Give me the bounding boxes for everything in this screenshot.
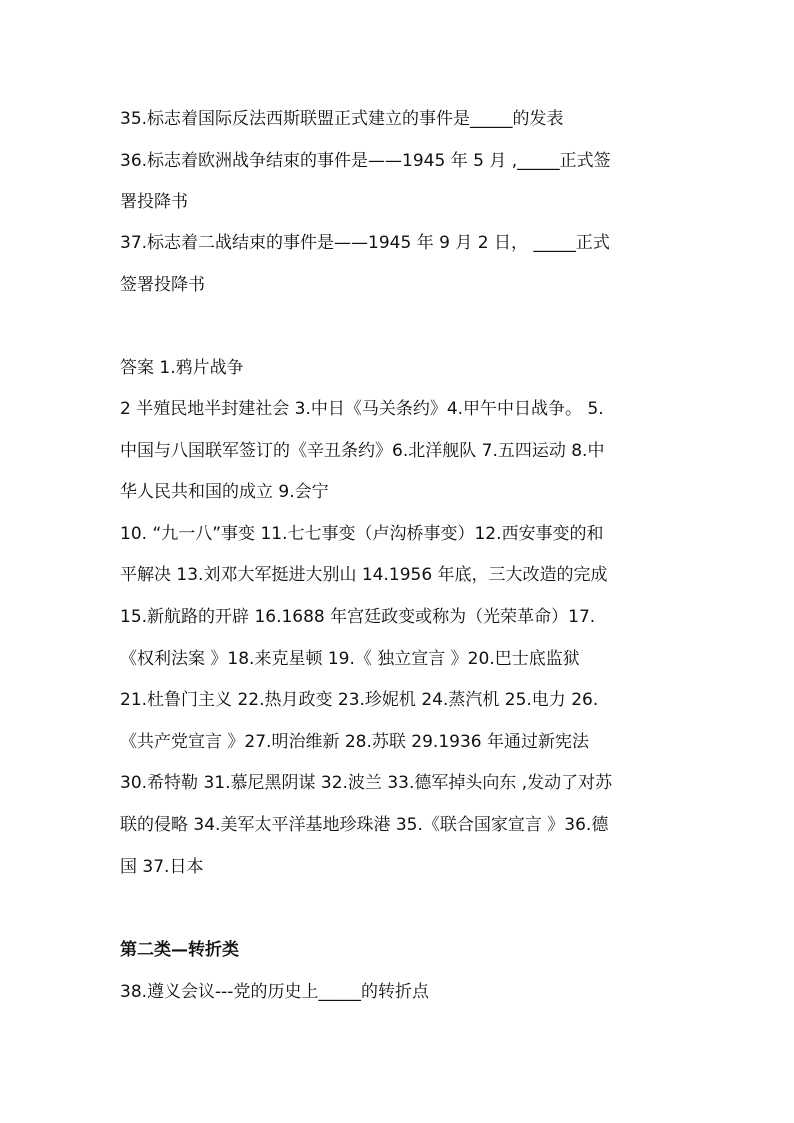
answer-line: 30.希特勒 31.慕尼黑阴谋 32.波兰 33.德军掉头向东 ,发动了对苏 bbox=[120, 773, 613, 793]
answers-title: 答案 1.鸦片战争 bbox=[120, 358, 244, 378]
answer-line: 《共产党宣言 》27.明治维新 28.苏联 29.1936 年通过新宪法 bbox=[120, 732, 589, 752]
answer-line: 中国与八国联军签订的《辛丑条约》6.北洋舰队 7.五四运动 8.中 bbox=[120, 441, 605, 461]
answer-line: 联的侵略 34.美军太平洋基地珍珠港 35.《联合国家宣言 》36.德 bbox=[120, 815, 609, 835]
answer-line: 《权利法案 》18.来克星顿 19.《 独立宣言 》20.巴士底监狱 bbox=[120, 649, 580, 669]
answer-line: 2 半殖民地半封建社会 3.中日《马关条约》4.甲午中日战争。 5. bbox=[120, 399, 604, 419]
answer-line: 21.杜鲁门主义 22.热月政变 23.珍妮机 24.蒸汽机 25.电力 26. bbox=[120, 690, 599, 710]
question-38: 38.遵义会议---党的历史上_____的转折点 bbox=[120, 982, 429, 1002]
question-37-line-1: 37.标志着二战结束的事件是——1945 年 9 月 2 日， _____正式 bbox=[120, 233, 610, 253]
question-35: 35.标志着国际反法西斯联盟正式建立的事件是_____的发表 bbox=[120, 109, 564, 129]
question-36-line-1: 36.标志着欧洲战争结束的事件是——1945 年 5 月 ,_____正式签 bbox=[120, 151, 611, 171]
answer-line: 华人民共和国的成立 9.会宁 bbox=[120, 482, 329, 502]
answer-line: 国 37.日本 bbox=[120, 857, 204, 877]
answer-line: 平解决 13.刘邓大军挺进大别山 14.1956 年底，三大改造的完成 bbox=[120, 565, 608, 585]
section-heading: 第二类—转折类 bbox=[120, 940, 239, 960]
answer-line: 15.新航路的开辟 16.1688 年宫廷政变或称为（光荣革命）17. bbox=[120, 607, 596, 627]
question-36-line-2: 署投降书 bbox=[120, 192, 188, 212]
answer-line: 10. “九一八”事变 11.七七事变（卢沟桥事变）12.西安事变的和 bbox=[120, 524, 604, 544]
question-37-line-2: 签署投降书 bbox=[120, 275, 205, 295]
